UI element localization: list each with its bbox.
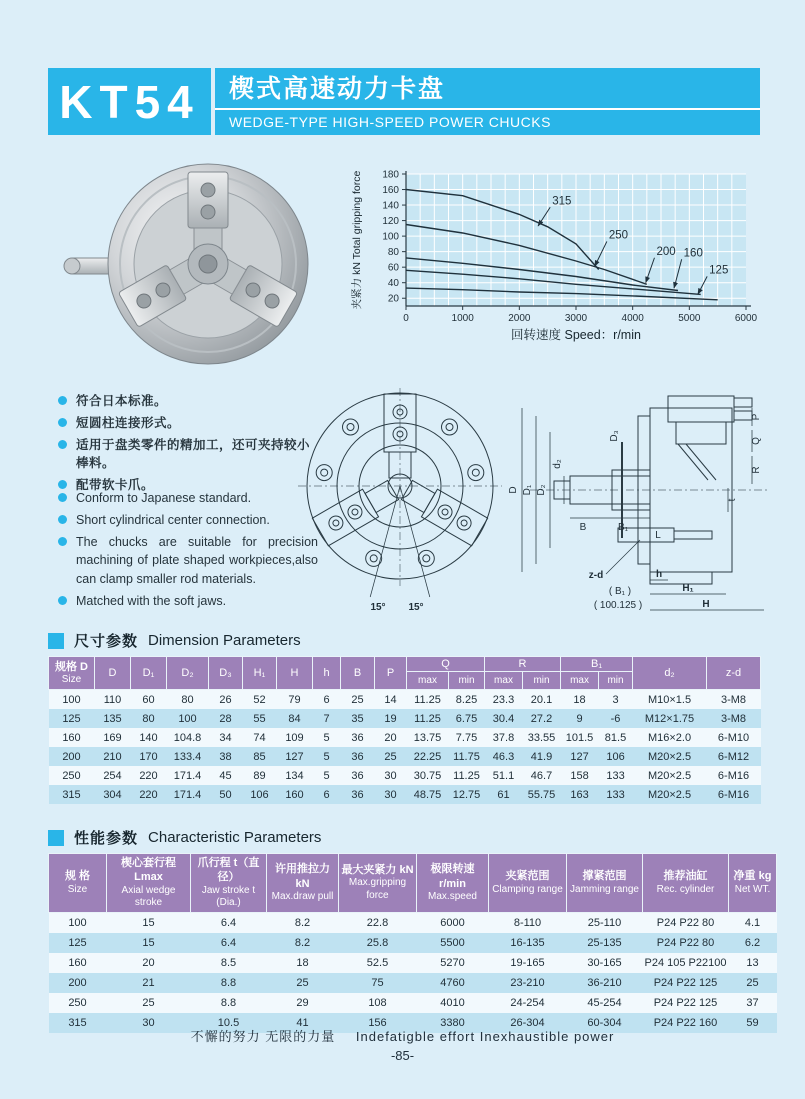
- table-cell: P24 105 P22100: [644, 956, 727, 969]
- model-code: KT54: [59, 75, 200, 128]
- column-header: min: [523, 672, 561, 690]
- column-header: z-d: [707, 657, 761, 690]
- table-cell: 10.5: [217, 1016, 240, 1029]
- table-cell: 41: [296, 1016, 309, 1029]
- table-cell: 29: [296, 996, 309, 1009]
- table-cell: 52.5: [366, 956, 389, 969]
- table-cell: 9: [576, 712, 583, 725]
- product-photo: [52, 146, 352, 384]
- table-cell: 6-M10: [717, 731, 750, 744]
- table-cell: 100: [68, 916, 87, 929]
- curve-label: 315: [552, 195, 572, 208]
- dim-label: d₂: [552, 459, 563, 469]
- table-cell: 38: [219, 750, 232, 763]
- table-cell: 4760: [440, 976, 465, 989]
- table-cell: 250: [62, 769, 81, 782]
- section-title-cn: 尺寸参数: [74, 633, 139, 650]
- table-cell: 55.75: [527, 788, 556, 801]
- table-cell: 36: [351, 769, 364, 782]
- section-bullet-square: [48, 830, 64, 846]
- table-cell: 5: [323, 731, 330, 744]
- dim-label: D₃: [609, 430, 620, 442]
- table-cell: 80: [181, 693, 194, 706]
- table-cell: 13: [746, 956, 759, 969]
- column-header: 规 格 Size: [49, 854, 107, 913]
- table-cell: P24 P22 80: [656, 936, 715, 949]
- dim-label: H: [702, 599, 710, 610]
- svg-text:1000: 1000: [451, 313, 474, 324]
- table-cell: 81.5: [604, 731, 627, 744]
- table-cell: 84: [288, 712, 301, 725]
- column-header: B₁: [561, 657, 633, 672]
- table-cell: 41.9: [530, 750, 553, 763]
- table-cell: 46.3: [492, 750, 515, 763]
- table-cell: 46.7: [530, 769, 553, 782]
- table-row: [49, 993, 777, 1013]
- table-cell: 210: [103, 750, 122, 763]
- table-cell: 7.75: [455, 731, 478, 744]
- column-header: 最大夹紧力 kN Max.gripping force: [339, 854, 417, 913]
- table-cell: 106: [606, 750, 625, 763]
- table-row: [49, 728, 761, 747]
- table-cell: 26-304: [510, 1016, 545, 1029]
- table-cell: 135: [103, 712, 122, 725]
- table-cell: 89: [253, 769, 266, 782]
- table-cell: 250: [68, 996, 87, 1009]
- table-cell: M20×2.5: [647, 769, 692, 782]
- table-cell: 133.4: [173, 750, 202, 763]
- feature-item: 适用于盘类零件的精加工，还可夹持较小棒料。: [58, 436, 318, 474]
- table-cell: 8.8: [220, 996, 237, 1009]
- table-cell: 52: [253, 693, 266, 706]
- table-row: [49, 912, 777, 933]
- svg-text:80: 80: [387, 247, 399, 259]
- table-cell: 25: [351, 693, 364, 706]
- table-cell: 6: [323, 693, 330, 706]
- table-cell: 19-165: [510, 956, 545, 969]
- column-header: 楔心套行程 Lmax Axial wedge stroke: [107, 854, 191, 913]
- column-header: max: [407, 672, 449, 690]
- table-cell: 11.25: [414, 712, 441, 725]
- table-cell: 26: [219, 693, 232, 706]
- table-cell: 109: [285, 731, 304, 744]
- table-cell: 101.5: [565, 731, 594, 744]
- table-cell: 170: [139, 750, 158, 763]
- table-cell: 27.2: [530, 712, 553, 725]
- footer-slogan: [0, 1026, 805, 1045]
- table-cell: 160: [62, 731, 81, 744]
- section-view-drawing: [500, 380, 772, 622]
- dim-label: D: [508, 486, 519, 494]
- column-header: D₂: [167, 657, 209, 690]
- title-english: WEDGE-TYPE HIGH-SPEED POWER CHUCKS: [229, 114, 551, 130]
- svg-text:4000: 4000: [621, 313, 644, 324]
- table-cell: 23.3: [492, 693, 515, 706]
- table-cell: 36: [351, 788, 364, 801]
- table-cell: 59: [746, 1016, 759, 1029]
- table-cell: 30: [142, 1016, 155, 1029]
- column-header: 许用推拉力 kN Max.draw pull: [267, 854, 339, 913]
- table-cell: 30-165: [587, 956, 622, 969]
- feature-item: 配带软卡爪。: [58, 476, 318, 495]
- table-cell: 25-135: [587, 936, 622, 949]
- table-cell: 106: [250, 788, 269, 801]
- table-cell: 125: [68, 936, 87, 949]
- table-cell: 254: [103, 769, 122, 782]
- table-cell: 3-M8: [720, 712, 747, 725]
- table-cell: 5270: [440, 956, 465, 969]
- table-cell: 74: [253, 731, 266, 744]
- svg-text:20: 20: [387, 293, 399, 305]
- column-header: 推荐油缸 Rec. cylinder: [643, 854, 729, 913]
- column-header: max: [485, 672, 523, 690]
- table-cell: 51.1: [492, 769, 515, 782]
- table-cell: 6: [323, 788, 330, 801]
- table-cell: 3380: [440, 1016, 465, 1029]
- feature-item: The chucks are suitable for precision machining of plate shaped workpieces,also can clamp smaller rod materials.: [58, 533, 318, 589]
- svg-text:3000: 3000: [564, 313, 588, 324]
- dim-label: D₁: [522, 484, 533, 496]
- table-cell: 20: [142, 956, 155, 969]
- svg-text:180: 180: [382, 169, 399, 181]
- table-cell: 33.55: [527, 731, 556, 744]
- svg-text:60: 60: [387, 262, 399, 274]
- page-number: -85-: [390, 1048, 415, 1063]
- feature-item: 短圆柱连接形式。: [58, 414, 318, 433]
- table-cell: 16-135: [510, 936, 545, 949]
- table-cell: 200: [62, 750, 81, 763]
- svg-text:140: 140: [382, 200, 399, 212]
- dim-label: R: [751, 466, 762, 474]
- table-cell: 37.8: [492, 731, 515, 744]
- section-title-en: Dimension Parameters: [148, 632, 301, 649]
- table-cell: 61: [497, 788, 510, 801]
- table-cell: 11.75: [453, 750, 480, 763]
- dim-label: B₁: [617, 522, 629, 533]
- column-header: P: [375, 657, 407, 690]
- column-header: 净重 kg Net WT.: [729, 854, 777, 913]
- table-cell: 80: [142, 712, 155, 725]
- curve-label: 125: [709, 264, 729, 277]
- table-cell: -6: [610, 712, 621, 725]
- table-cell: 6.4: [220, 916, 237, 929]
- section-title-cn: 性能参数: [74, 830, 139, 847]
- angle-label: 15°: [370, 602, 386, 613]
- table-cell: 125: [62, 712, 81, 725]
- dim-label: ( B₁ ): [608, 586, 632, 597]
- column-header: min: [599, 672, 633, 690]
- table-cell: 85: [253, 750, 266, 763]
- table-cell: 6-M16: [717, 788, 750, 801]
- table-cell: 6.75: [455, 712, 478, 725]
- table-cell: 14: [384, 693, 397, 706]
- column-header: R: [485, 657, 561, 672]
- table-cell: 25: [142, 996, 155, 1009]
- column-header: D₃: [209, 657, 243, 690]
- table-cell: 160: [285, 788, 304, 801]
- front-view-drawing: [290, 386, 512, 618]
- dim-label: B: [579, 522, 587, 533]
- table-cell: 79: [288, 693, 301, 706]
- table-cell: 100: [62, 693, 81, 706]
- svg-text:回转速度 Speed：r/min: 回转速度 Speed：r/min: [511, 328, 641, 342]
- table-cell: 304: [103, 788, 122, 801]
- column-header: max: [561, 672, 599, 690]
- table-cell: 55: [253, 712, 266, 725]
- dim-label: P: [751, 413, 762, 421]
- table-cell: 6.2: [744, 936, 761, 949]
- table-cell: 15: [142, 916, 155, 929]
- table-cell: 15: [142, 936, 155, 949]
- table-cell: 36: [351, 731, 364, 744]
- table-cell: 100: [178, 712, 197, 725]
- dim-label: t: [727, 498, 738, 502]
- table-cell: 6.4: [220, 936, 237, 949]
- section-title-characteristic: [48, 827, 321, 848]
- table-cell: M20×2.5: [647, 750, 692, 763]
- table-cell: 20.1: [530, 693, 553, 706]
- svg-text:0: 0: [403, 313, 409, 324]
- table-cell: 8.25: [455, 693, 478, 706]
- table-cell: 37: [746, 996, 759, 1009]
- table-cell: 5: [323, 769, 330, 782]
- section-title-dimension: [48, 630, 301, 651]
- characteristic-table: [48, 853, 777, 1033]
- table-cell: 8.2: [294, 936, 311, 949]
- column-header: 爪行程 t（直径） Jaw stroke t (Dia.): [191, 854, 267, 913]
- column-header: 夹紧范围 Clamping range: [489, 854, 567, 913]
- feature-item: Short cylindrical center connection.: [58, 511, 318, 530]
- dim-label: h: [655, 569, 663, 580]
- table-cell: 28: [219, 712, 232, 725]
- table-cell: 23-210: [510, 976, 545, 989]
- table-cell: 11.25: [453, 769, 480, 782]
- table-cell: 6000: [440, 916, 465, 929]
- table-cell: 5: [323, 750, 330, 763]
- table-row: [49, 709, 761, 728]
- dim-label: H₁: [682, 583, 694, 594]
- column-header: min: [449, 672, 485, 690]
- section-bullet-square: [48, 633, 64, 649]
- table-cell: 18: [296, 956, 309, 969]
- dim-label: ( 100.125 ): [593, 600, 643, 611]
- table-cell: 20: [384, 731, 397, 744]
- table-cell: 8.5: [220, 956, 237, 969]
- table-cell: 75: [371, 976, 384, 989]
- table-cell: 160: [68, 956, 87, 969]
- column-header: 撑紧范围 Jamming range: [567, 854, 643, 913]
- table-cell: 25.8: [366, 936, 389, 949]
- table-cell: 11.25: [414, 693, 441, 706]
- svg-text:100: 100: [382, 231, 399, 243]
- table-cell: 158: [570, 769, 589, 782]
- table-cell: 8.8: [220, 976, 237, 989]
- feature-item: Matched with the soft jaws.: [58, 592, 318, 611]
- table-cell: 30.4: [492, 712, 515, 725]
- table-cell: 127: [285, 750, 304, 763]
- table-cell: 220: [139, 788, 158, 801]
- table-cell: 60-304: [587, 1016, 622, 1029]
- table-cell: 7: [323, 712, 330, 725]
- page-title: [215, 68, 760, 135]
- table-cell: 24-254: [510, 996, 545, 1009]
- table-cell: 108: [368, 996, 387, 1009]
- table-cell: 30: [384, 788, 397, 801]
- svg-text:5000: 5000: [678, 313, 701, 324]
- dim-label: L: [655, 530, 661, 541]
- table-row: [49, 747, 761, 766]
- table-cell: 134: [285, 769, 304, 782]
- column-header: D₁: [131, 657, 167, 690]
- curve-label: 160: [683, 247, 703, 260]
- table-cell: 169: [103, 731, 122, 744]
- svg-text:夹紧力 kN Total gripping force: 夹紧力 kN Total gripping force: [351, 170, 363, 310]
- table-cell: 30.75: [413, 769, 442, 782]
- table-cell: 45-254: [587, 996, 622, 1009]
- model-code-block: [48, 68, 211, 135]
- table-row: [49, 766, 761, 785]
- feature-item: Conform to Japanese standard.: [58, 489, 318, 508]
- table-cell: 21: [142, 976, 155, 989]
- table-row: [49, 690, 761, 710]
- table-cell: 36-210: [587, 976, 622, 989]
- table-row: [49, 973, 777, 993]
- table-cell: 315: [62, 788, 81, 801]
- dim-label: z-d: [588, 570, 604, 581]
- feature-item: 符合日本标准。: [58, 392, 318, 411]
- table-cell: 34: [219, 731, 232, 744]
- column-header: 极限转速 r/min Max.speed: [417, 854, 489, 913]
- table-cell: 25: [746, 976, 759, 989]
- table-cell: 133: [606, 788, 625, 801]
- table-cell: 50: [219, 788, 232, 801]
- table-cell: 110: [103, 693, 122, 706]
- column-header: Q: [407, 657, 485, 672]
- table-cell: M10×1.5: [647, 693, 692, 706]
- table-cell: M16×2.0: [647, 731, 692, 744]
- table-cell: 156: [368, 1016, 387, 1029]
- footer-slogan-en: Indefatigble effort Inexhaustible power: [355, 1029, 615, 1044]
- table-cell: M12×1.75: [644, 712, 695, 725]
- table-cell: 22.25: [413, 750, 442, 763]
- table-cell: 104.8: [173, 731, 202, 744]
- table-cell: 163: [570, 788, 589, 801]
- table-cell: M20×2.5: [647, 788, 692, 801]
- svg-text:160: 160: [382, 185, 399, 197]
- table-cell: 6-M16: [717, 769, 750, 782]
- table-cell: 19: [384, 712, 397, 725]
- table-cell: 3: [612, 693, 619, 706]
- table-cell: P24 P22 160: [653, 1016, 718, 1029]
- column-header: D: [95, 657, 131, 690]
- table-cell: 36: [351, 750, 364, 763]
- dimension-table: [48, 656, 761, 804]
- table-cell: 18: [573, 693, 586, 706]
- features-english: [58, 489, 318, 614]
- table-cell: 171.4: [173, 788, 202, 801]
- gripping-force-chart: [348, 166, 772, 352]
- table-row: [49, 933, 777, 953]
- column-header: H₁: [243, 657, 277, 690]
- table-cell: 12.75: [452, 788, 481, 801]
- angle-label: 15°: [408, 602, 424, 613]
- table-cell: 8.2: [294, 916, 311, 929]
- table-cell: 25: [384, 750, 397, 763]
- table-cell: 45: [219, 769, 232, 782]
- features-chinese: [58, 392, 318, 498]
- table-cell: 13.75: [413, 731, 442, 744]
- table-cell: 3-M8: [720, 693, 747, 706]
- table-cell: 8-110: [513, 916, 542, 929]
- column-header: h: [313, 657, 341, 690]
- table-cell: 133: [606, 769, 625, 782]
- table-cell: 5500: [440, 936, 465, 949]
- curve-label: 250: [608, 229, 629, 242]
- table-cell: 6-M12: [717, 750, 750, 763]
- table-cell: 25-110: [587, 916, 622, 929]
- dim-label: Q: [751, 437, 762, 445]
- table-cell: 25: [296, 976, 309, 989]
- title-chinese: 楔式高速动力卡盘: [229, 75, 446, 103]
- table-cell: 35: [351, 712, 364, 725]
- dim-label: D₂: [536, 484, 547, 496]
- table-cell: 48.75: [413, 788, 442, 801]
- table-cell: P24 P22 80: [656, 916, 715, 929]
- table-cell: 127: [570, 750, 589, 763]
- table-cell: 200: [68, 976, 87, 989]
- table-cell: P24 P22 125: [653, 996, 718, 1009]
- column-header: H: [277, 657, 313, 690]
- table-row: [49, 785, 761, 804]
- table-row: [49, 953, 777, 973]
- svg-text:2000: 2000: [508, 313, 531, 324]
- table-cell: 22.8: [366, 916, 389, 929]
- table-cell: 4010: [440, 996, 465, 1009]
- section-title-en: Characteristic Parameters: [148, 829, 322, 846]
- table-cell: 220: [139, 769, 158, 782]
- column-header: 规格 D Size: [49, 657, 95, 690]
- table-cell: 315: [68, 1016, 87, 1029]
- table-cell: 30: [384, 769, 397, 782]
- table-cell: 4.1: [744, 916, 761, 929]
- table-cell: 171.4: [173, 769, 202, 782]
- table-cell: P24 P22 125: [653, 976, 718, 989]
- table-cell: 140: [139, 731, 158, 744]
- footer-slogan-cn: 不懈的努力 无限的力量: [190, 1029, 336, 1044]
- column-header: d₂: [633, 657, 707, 690]
- curve-label: 200: [656, 245, 676, 258]
- table-cell: 60: [142, 693, 155, 706]
- svg-text:6000: 6000: [734, 313, 758, 324]
- svg-text:40: 40: [387, 278, 399, 290]
- svg-text:120: 120: [382, 216, 399, 228]
- column-header: B: [341, 657, 375, 690]
